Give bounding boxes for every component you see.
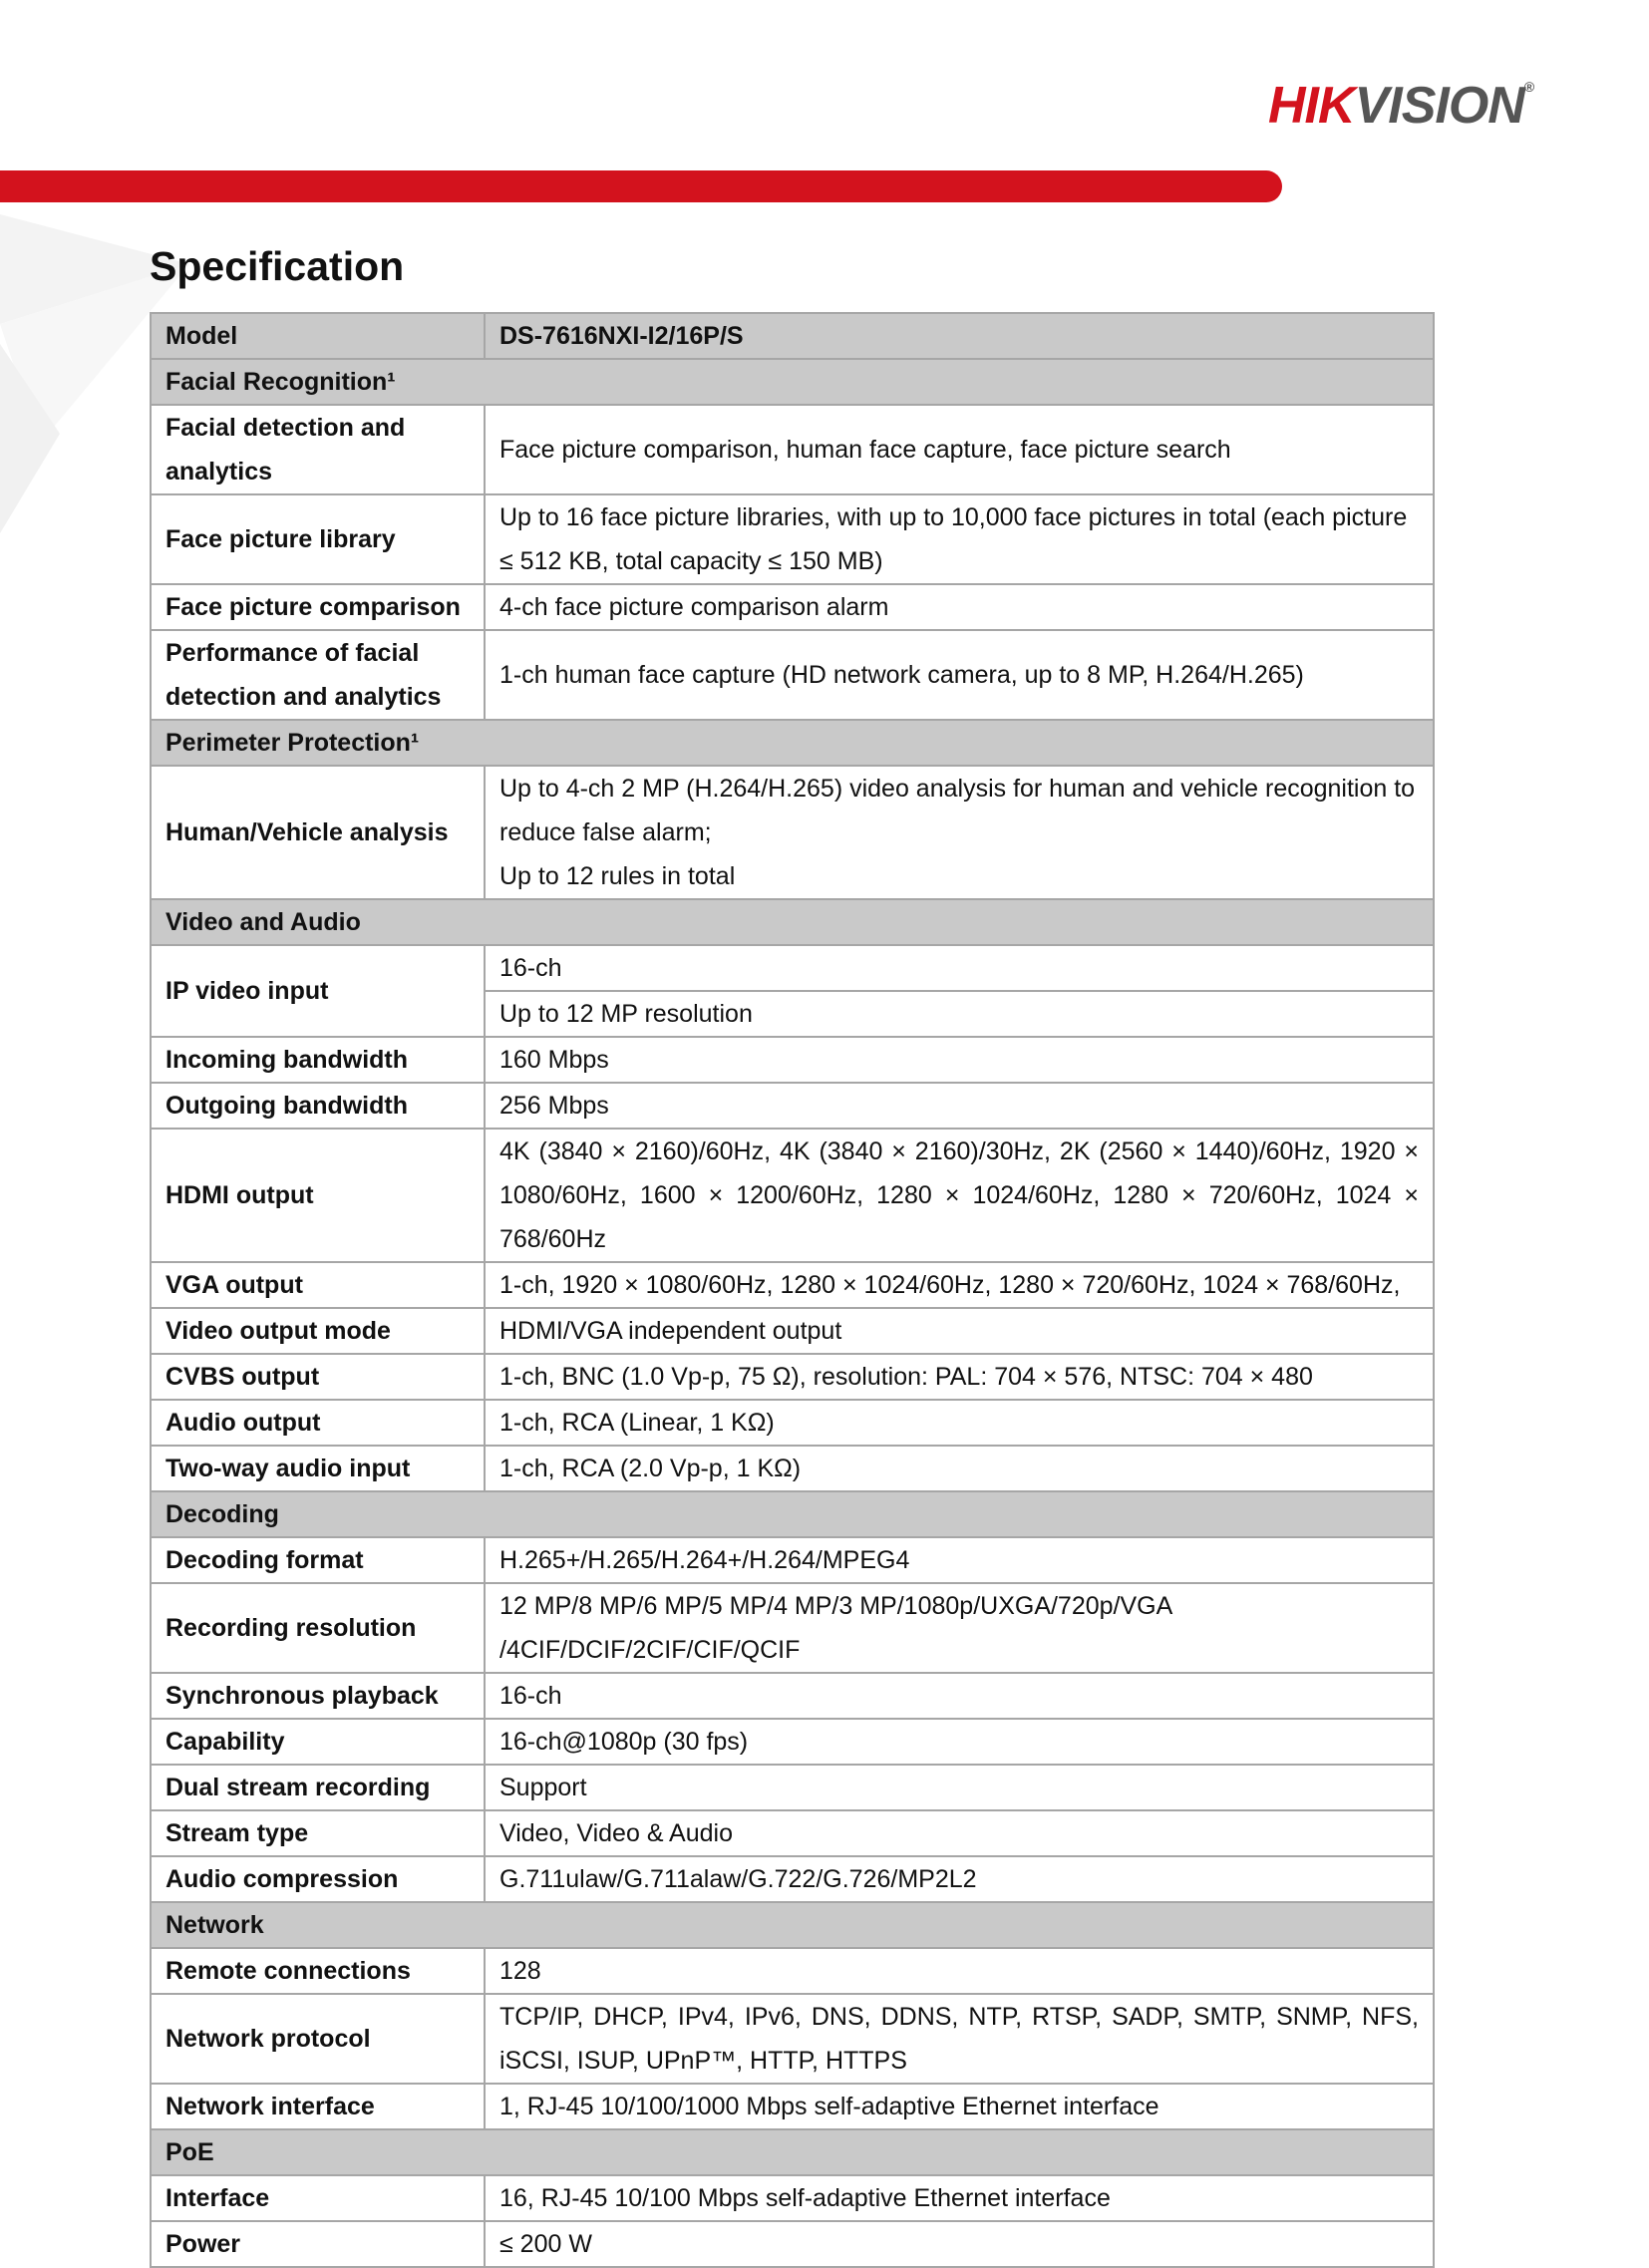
table-row — [151, 1262, 1434, 1308]
spec-value: 1-ch, 1920 × 1080/60Hz, 1280 × 1024/60Hz, 1280 × 720/60Hz, 1024 × 768/60Hz, — [485, 1262, 1434, 1308]
spec-label: Dual stream recording — [151, 1765, 485, 1810]
spec-value: Up to 12 MP resolution — [485, 991, 1434, 1037]
table-row — [151, 1354, 1434, 1400]
spec-value: Support — [485, 1765, 1434, 1810]
spec-label: CVBS output — [151, 1354, 485, 1400]
spec-value: H.265+/H.265/H.264+/H.264/MPEG4 — [485, 1537, 1434, 1583]
section-header — [151, 1491, 1434, 1537]
spec-value-line: Up to 12 rules in total — [499, 862, 736, 890]
spec-value: 160 Mbps — [485, 1037, 1434, 1083]
spec-label: Face picture comparison — [151, 584, 485, 630]
spec-value: G.711ulaw/G.711alaw/G.722/G.726/MP2L2 — [485, 1856, 1434, 1902]
spec-label: IP video input — [151, 945, 485, 1037]
table-row — [151, 945, 1434, 991]
table-row — [151, 2175, 1434, 2221]
spec-value: 4-ch face picture comparison alarm — [485, 584, 1434, 630]
spec-value — [485, 1583, 1434, 1673]
spec-value: HDMI/VGA independent output — [485, 1308, 1434, 1354]
spec-label: Incoming bandwidth — [151, 1037, 485, 1083]
spec-value: 256 Mbps — [485, 1083, 1434, 1129]
model-row — [151, 313, 1434, 359]
spec-label: HDMI output — [151, 1129, 485, 1262]
spec-label: Two-way audio input — [151, 1446, 485, 1491]
table-row — [151, 584, 1434, 630]
spec-value-line: Up to 4-ch 2 MP (H.264/H.265) video analysis for human and vehicle recognition to reduce false alarm; — [499, 775, 1416, 846]
section-title-video-audio: Video and Audio — [151, 899, 1434, 945]
spec-label: Recording resolution — [151, 1583, 485, 1673]
hikvision-logo: HIKVISION® — [1268, 77, 1534, 135]
table-row — [151, 1129, 1434, 1262]
section-header — [151, 1902, 1434, 1948]
spec-label: Network protocol — [151, 1994, 485, 2084]
table-row — [151, 1673, 1434, 1719]
spec-label: Audio output — [151, 1400, 485, 1446]
spec-value: Face picture comparison, human face capture, face picture search — [485, 405, 1434, 494]
spec-label: Audio compression — [151, 1856, 485, 1902]
table-row — [151, 1719, 1434, 1765]
table-row — [151, 1446, 1434, 1491]
section-title-decoding: Decoding — [151, 1491, 1434, 1537]
table-row — [151, 1037, 1434, 1083]
specification-table — [150, 312, 1435, 2268]
section-header — [151, 899, 1434, 945]
spec-value: ≤ 200 W — [485, 2221, 1434, 2267]
model-label: Model — [151, 313, 485, 359]
spec-label: Face picture library — [151, 494, 485, 584]
spec-value: 1-ch, RCA (2.0 Vp-p, 1 KΩ) — [485, 1446, 1434, 1491]
spec-label: VGA output — [151, 1262, 485, 1308]
table-row — [151, 630, 1434, 720]
table-row — [151, 1400, 1434, 1446]
spec-value: Up to 16 face picture libraries, with up to 10,000 face pictures in total (each picture ≤ 512 KB, total capacity ≤ 150 MB) — [485, 494, 1434, 584]
spec-label: Power — [151, 2221, 485, 2267]
section-header — [151, 2129, 1434, 2175]
section-title-network: Network — [151, 1902, 1434, 1948]
spec-value-line: /4CIF/DCIF/2CIF/CIF/QCIF — [499, 1636, 801, 1664]
table-row — [151, 2221, 1434, 2267]
spec-label: Network interface — [151, 2084, 485, 2129]
spec-value-line: 12 MP/8 MP/6 MP/5 MP/4 MP/3 MP/1080p/UXGA/720p/VGA — [499, 1592, 1173, 1620]
spec-label: Stream type — [151, 1810, 485, 1856]
table-row — [151, 494, 1434, 584]
spec-value: TCP/IP, DHCP, IPv4, IPv6, DNS, DDNS, NTP, RTSP, SADP, SMTP, SNMP, NFS, iSCSI, ISUP, UPnP™, HTTP, HTTPS — [485, 1994, 1434, 2084]
table-row — [151, 1083, 1434, 1129]
section-header — [151, 720, 1434, 766]
table-row — [151, 1765, 1434, 1810]
table-row — [151, 1537, 1434, 1583]
spec-label: Performance of facial detection and analytics — [151, 630, 485, 720]
spec-value: 16-ch — [485, 945, 1434, 991]
header-red-bar — [0, 170, 1282, 202]
spec-label: Capability — [151, 1719, 485, 1765]
table-row — [151, 1948, 1434, 1994]
model-value: DS-7616NXI-I2/16P/S — [485, 313, 1434, 359]
table-row — [151, 405, 1434, 494]
spec-value — [485, 766, 1434, 899]
spec-label: Video output mode — [151, 1308, 485, 1354]
section-header — [151, 359, 1434, 405]
spec-value: 16-ch — [485, 1673, 1434, 1719]
page-title: Specification — [150, 243, 405, 289]
spec-value: 16, RJ-45 10/100 Mbps self-adaptive Ethernet interface — [485, 2175, 1434, 2221]
table-row — [151, 1583, 1434, 1673]
spec-value: 1-ch human face capture (HD network camera, up to 8 MP, H.264/H.265) — [485, 630, 1434, 720]
spec-label: Facial detection and analytics — [151, 405, 485, 494]
spec-value: 1-ch, RCA (Linear, 1 KΩ) — [485, 1400, 1434, 1446]
spec-label: Outgoing bandwidth — [151, 1083, 485, 1129]
spec-label: Interface — [151, 2175, 485, 2221]
table-row — [151, 766, 1434, 899]
spec-value: 16-ch@1080p (30 fps) — [485, 1719, 1434, 1765]
spec-label: Synchronous playback — [151, 1673, 485, 1719]
section-title-facial: Facial Recognition¹ — [151, 359, 1434, 405]
spec-value: Video, Video & Audio — [485, 1810, 1434, 1856]
table-row — [151, 2084, 1434, 2129]
spec-label: Decoding format — [151, 1537, 485, 1583]
spec-label: Remote connections — [151, 1948, 485, 1994]
spec-value: 4K (3840 × 2160)/60Hz, 4K (3840 × 2160)/30Hz, 2K (2560 × 1440)/60Hz, 1920 × 1080/60Hz, 1600 × 1200/60Hz, 1280 × 1024/60Hz, 1280 × 720/60Hz, 1024 × 768/60Hz — [485, 1129, 1434, 1262]
section-title-perimeter: Perimeter Protection¹ — [151, 720, 1434, 766]
table-row — [151, 1810, 1434, 1856]
spec-value: 1-ch, BNC (1.0 Vp-p, 75 Ω), resolution: PAL: 704 × 576, NTSC: 704 × 480 — [485, 1354, 1434, 1400]
table-row — [151, 1994, 1434, 2084]
table-row — [151, 1856, 1434, 1902]
section-title-poe: PoE — [151, 2129, 1434, 2175]
spec-value: 1, RJ-45 10/100/1000 Mbps self-adaptive Ethernet interface — [485, 2084, 1434, 2129]
table-row — [151, 1308, 1434, 1354]
spec-label: Human/Vehicle analysis — [151, 766, 485, 899]
spec-value: 128 — [485, 1948, 1434, 1994]
